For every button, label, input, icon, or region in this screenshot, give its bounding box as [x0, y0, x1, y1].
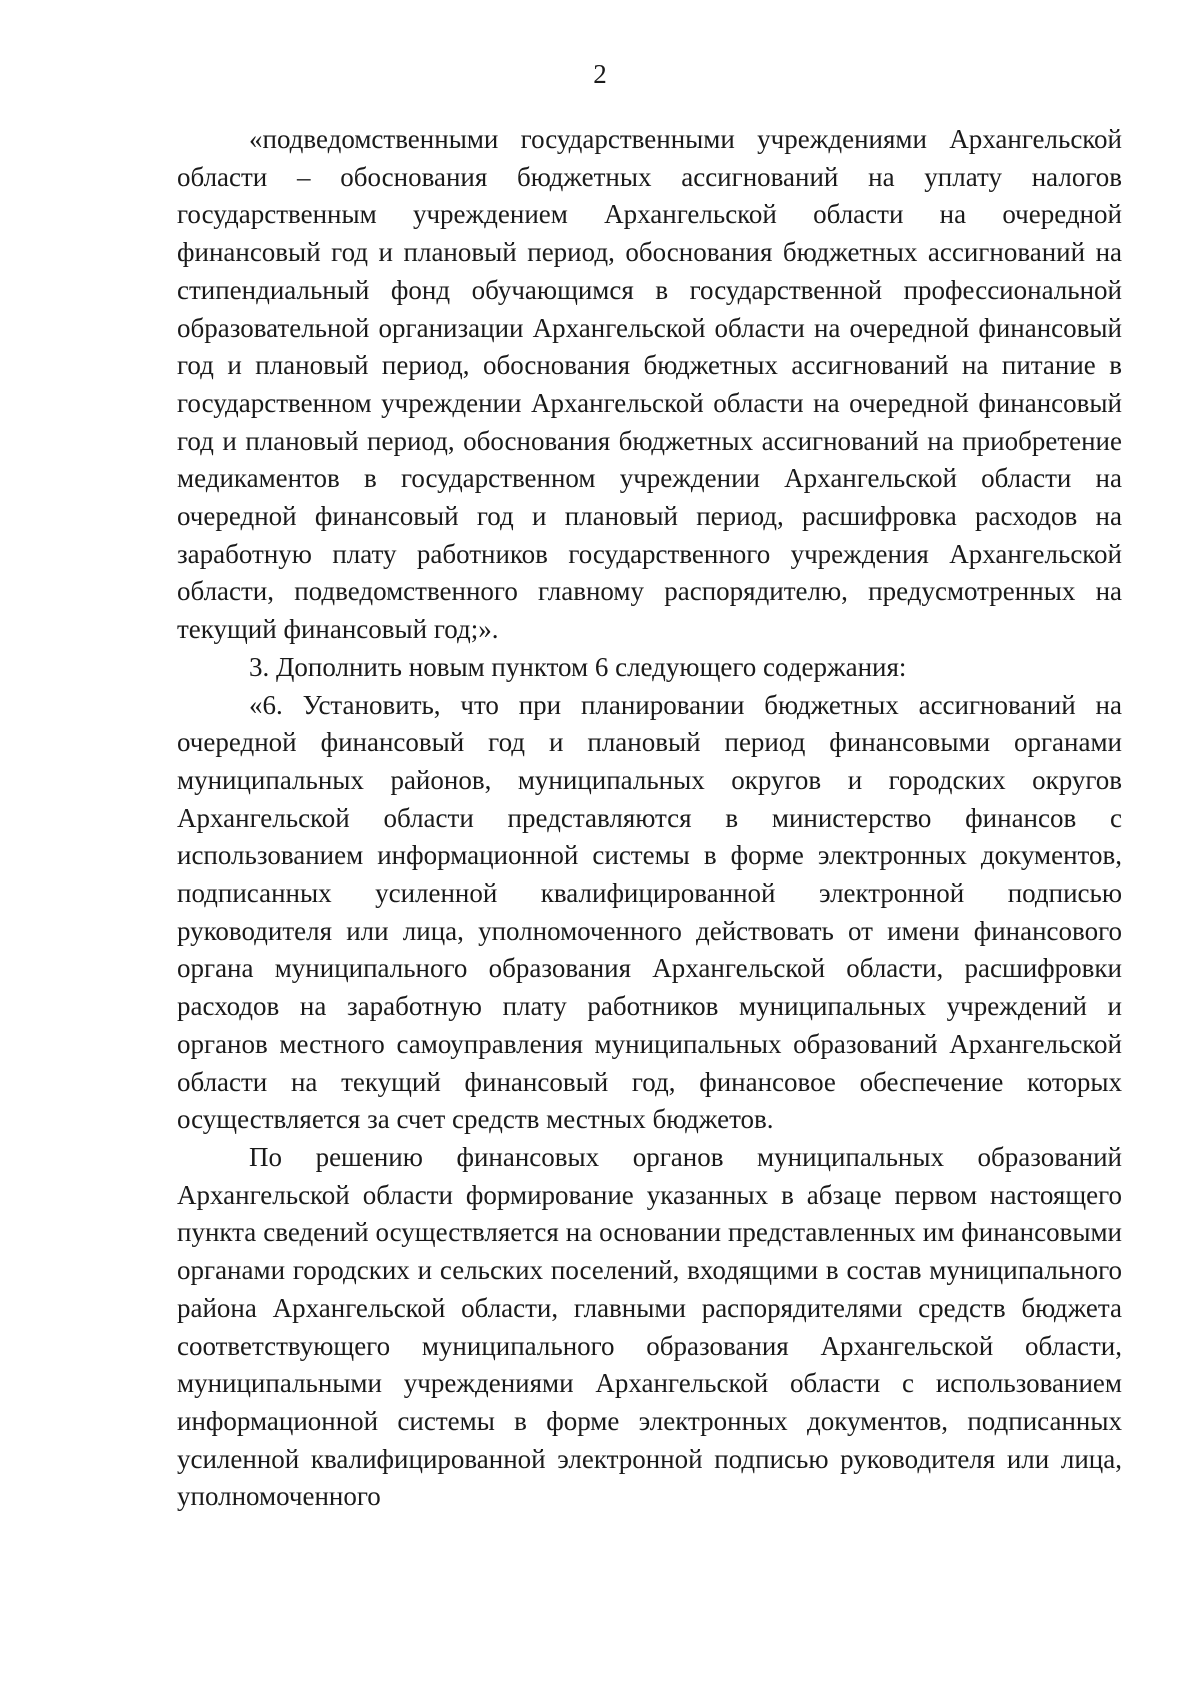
- page-number: 2: [593, 59, 607, 89]
- document-body: [177, 121, 1122, 1516]
- paragraph-quoted-continuation: «подведомственными государственными учреждениями Архангельской области – обоснования бюджетных ассигнований на уплату налогов государственным учреждением Архангельской области на очередной финансовый год и плановый период, обоснования бюджетных ассигнований на стипендиальный фонд обучающимся в государственной профессиональной образовательной организации Архангельской области на очередной финансовый год и плановый период, обоснования бюджетных ассигнований на питание в государственном учреждении Архангельской области на очередной финансовый год и плановый период, обоснования бюджетных ассигнований на приобретение медикаментов в государственном учреждении Архангельской области на очередной финансовый год и плановый период, расшифровка расходов на заработную плату работников государственного учреждения Архангельской области, подведомственного главному распорядителю, предусмотренных на текущий финансовый год;».: [177, 124, 1122, 645]
- paragraph-item-3: 3. Дополнить новым пунктом 6 следующего содержания:: [249, 651, 907, 682]
- paragraph-item-6-continuation: По решению финансовых органов муниципальных образований Архангельской области формирование указанных в абзаце первом настоящего пункта сведений осуществляется на основании представленных им финансовыми органами городских и сельских поселений, входящими в состав муниципального района Архангельской области, главными распорядителями средств бюджета соответствующего муниципального образования Архангельской области, муниципальными учреждениями Архангельской области с использованием информационной системы в форме электронных документов, подписанных усиленной квалифицированной электронной подписью руководителя или лица, уполномоченного: [177, 1141, 1122, 1512]
- paragraph-item-6: «6. Установить, что при планировании бюджетных ассигнований на очередной финансовый год и плановый период финансовыми органами муниципальных районов, муниципальных округов и городских округов Архангельской области представляются в министерство финансов с использованием информационной системы в форме электронных документов, подписанных усиленной квалифицированной электронной подписью руководителя или лица, уполномоченного действовать от имени финансового органа муниципального образования Архангельской области, расшифровки расходов на заработную плату работников муниципальных учреждений и органов местного самоуправления муниципальных образований Архангельской области на текущий финансовый год, финансовое обеспечение которых осуществляется за счет средств местных бюджетов.: [177, 689, 1122, 1135]
